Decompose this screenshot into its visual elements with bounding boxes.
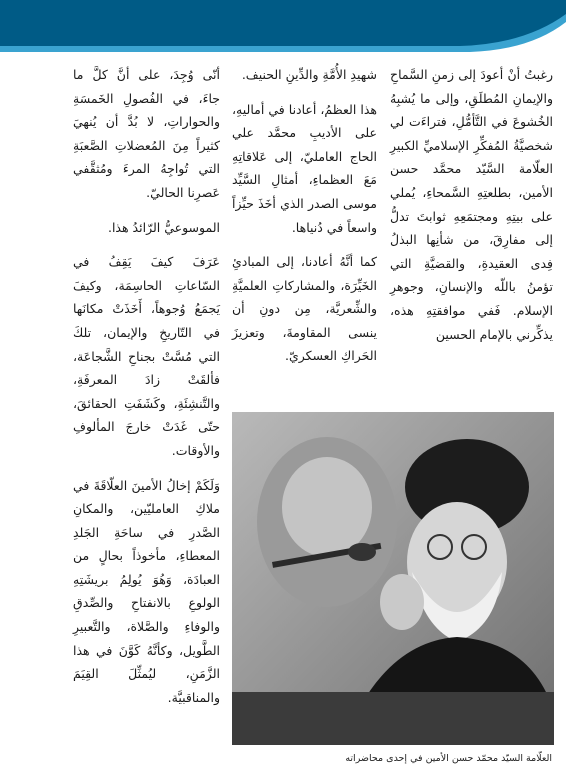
- header-banner: [0, 0, 566, 52]
- paragraph: وَلَكَمْ إخالُ الأمينَ العلّاقَةَ في ملاكِ العامليّين، والمكانِ الصَّدرِ في ساحَةِ الجَلدِ المعطاءِ، مأخوذاً بحالٍ من العبادَة، وَهُوَ يُولِمُ بريشَتِهِ الولوعِ بالانفتاحِ والصِّدقِ والوفاءِ والصَّلاة، والتَّعبيرِ الطَّويل، وكأنَّهُ كَوَّنَ في هذا الزَّمَنِ، ليُمثِّلَ القِيَمَ والمناقبيَّة.: [73, 477, 220, 705]
- paragraph: كما أنَّهُ أعادنا، إلى المبادئِ الخَيِّرَة، والمشاركاتِ العلميَّةِ والشِّعريَّة، مِن دونِ أن ينسى المقاومةَ، وتعزيزَ الحَراكِ العسكريّ.: [232, 254, 377, 364]
- paragraph: أنّى وُجِدَ، على أنَّ كلَّ ما جاءَ، في الفُصولِ الخَمسَةِ والحواراتِ، لا بُدَّ أن يُنهيَ كثيراً مِنَ المُعضلاتِ الصَّعبَةِ التي تُواجِهُ المرءَ ومُثقَّفي عَصرِنا الحاليّ.: [73, 67, 220, 200]
- paragraph: شهيدِ الأُمَّةِ والدِّينِ الحنيف.: [241, 67, 377, 82]
- speaker-photo: [232, 412, 554, 745]
- photo-illustration: [232, 412, 554, 745]
- photo-caption: العلّامة السيّد محمّد حسن الأمين في إحدى محاضراته: [345, 753, 552, 764]
- paragraph: عَرَفَ كيفَ يَقِفُ في السّاعاتِ الحاسِمَة، وكيفَ يَجمَعُ وُجوهاً، أَخَذَتْ مكانَها في التّاريخِ والإيمان، تلكَ التي مُسَّتْ بجناحِ الشَّجاعَة، فألقَتْ زادَ المعرفَةِ، والتَّنشِئَةِ، وكَشَفَتِ الحقائقَ، حتّى غَدَتْ خارجَ المألوفِ والأوقات.: [73, 254, 220, 458]
- text-column-middle-lower: [232, 250, 377, 379]
- banner-graphic: [0, 0, 566, 52]
- paragraph: الموسوعيُّ الرّائدُ هذا.: [107, 219, 220, 235]
- text-column-middle: [232, 63, 377, 250]
- paragraph: رغبتُ أنْ أعودَ إلى زمنِ السَّماحِ والإيمانِ المُطلَقِ، وإلى ما يُشبِهُ الخُشوعَ في التَّأمُّلِ، فتراءَت لي شخصيَّةُ المُفكِّرِ الإسلاميِّ الكبيرِ العلّامة السَّيّد محمَّد حسن الأمين، بطلعتِهِ السَّمحاءِ، يُملي على بيتِهِ ومجتمَعِهِ ثوابتَ تدلُّ إلى مفارِقَ، من شأنِها البذلُ فِدى العقيدةِ، والقضيَّةِ التي تؤمنُ باللّه والإنسانِ، وجوهرِ الإسلام. فَفي موافقتِهِ هذه، يذكِّرني بالإمام الحسين: [390, 67, 553, 342]
- text-column-right: [390, 63, 553, 357]
- paragraph: هذا العظمُ، أعادنا في أماليهِ، على الأديبِ محمَّد علي الحاج العامليّ، إلى عَلاقاتِهِ مَعَ العظماءِ، أمثالِ السَّيِّد موسى الصدر الذي أخَذَ حيِّزاً واسعاً في دُنياها.: [232, 101, 377, 235]
- text-column-left: [73, 63, 220, 720]
